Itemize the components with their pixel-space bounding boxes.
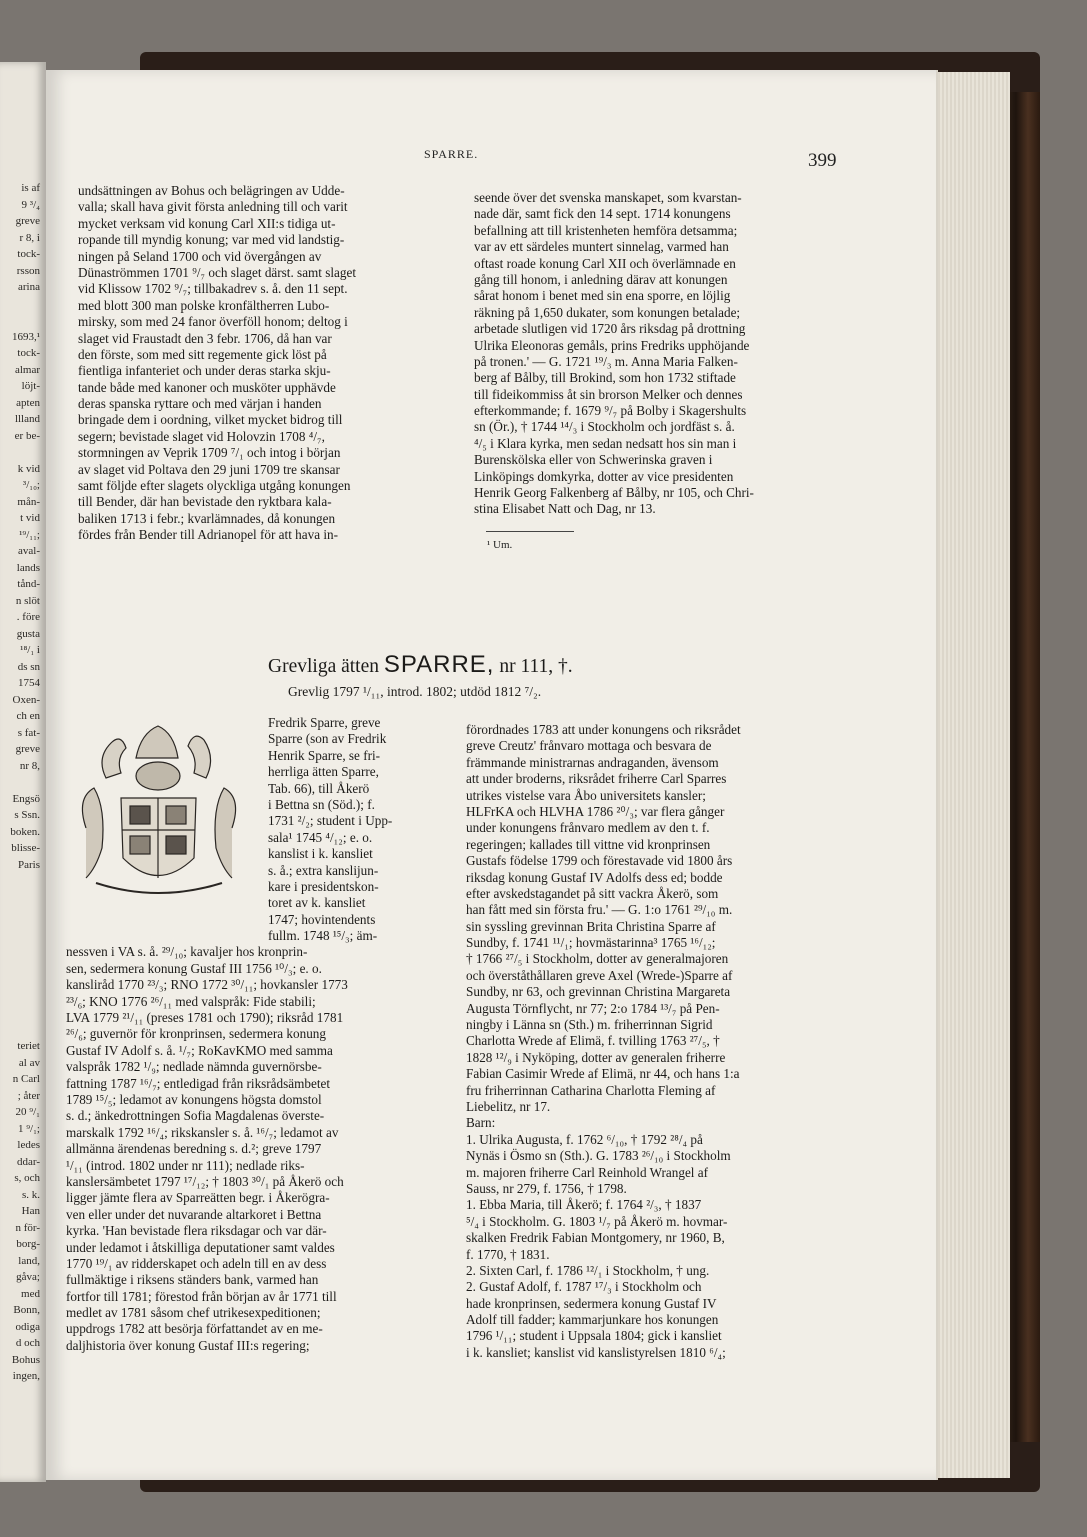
text-line: under ledamot i åtskilliga deputationer samt valdes — [66, 1239, 335, 1255]
text-line: med blott 300 man polske kronfältherren Lubo- — [78, 297, 330, 313]
text-line: kanslist i k. kansliet — [268, 846, 373, 862]
margin-fragment: d och — [15, 1337, 40, 1349]
text-line: Sauss, nr 279, f. 1756, † 1798. — [466, 1180, 627, 1196]
text-line: 2. Sixten Carl, f. 1786 ¹²/₁ i Stockholm, † ung. — [466, 1262, 710, 1278]
text-line: samt följde efter slagets olyckliga utgång konungen — [78, 478, 351, 494]
text-line: deras spanska ryttare och med värjan i handen — [78, 396, 322, 412]
margin-fragment: mån- — [17, 495, 40, 508]
margin-fragment — [0, 972, 46, 989]
text-line: fientliga infanteriet och under deras starka skju- — [78, 363, 331, 379]
text-line: efterkommande; f. 1679 ⁹/₇ på Bolby i Skagershults — [474, 403, 747, 419]
text-line: främmande ministrarnas andraganden, ävensom — [466, 754, 719, 770]
text-line: kanslersämbetet 1797 ¹⁷/₁₂; † 1803 ³⁰/₁ på Åkerö och — [66, 1173, 344, 1189]
text-column-4 — [466, 722, 828, 1361]
text-line: oftast roade konung Carl XII och överlämnade en — [474, 255, 736, 271]
text-line: räkning på 1,650 dukater, som konungen betalade; — [474, 304, 741, 320]
margin-fragment: greve — [15, 743, 40, 755]
text-line: baliken 1713 i febr.; kvarlämnades, då konungen — [78, 510, 336, 526]
margin-fragment: er be- — [14, 429, 40, 442]
footnote-rule — [486, 531, 574, 532]
text-line: segern; bevistade slaget vid Holovzin 1708 ⁴/₇, — [78, 428, 325, 444]
margin-fragment: gusta — [16, 627, 40, 640]
text-line: Henrik Georg Falkenberg af Bålby, nr 105, och Chri- — [474, 485, 754, 501]
margin-fragment — [0, 890, 46, 907]
section-subtitle: Grevlig 1797 ¹/₁₁, introd. 1802; utdöd 1812 ⁷/₂. — [288, 684, 542, 699]
margin-fragment — [0, 989, 46, 1006]
margin-fragment: 1 ⁹/₁; — [17, 1122, 40, 1135]
text-line: 1. Ebba Maria, till Åkerö; f. 1764 ²/₃, † 1837 — [466, 1197, 702, 1213]
text-line: skalken Fredrik Fabian Montgomery, nr 1960, B, — [466, 1230, 725, 1246]
margin-fragment: Oxen- — [12, 693, 40, 706]
margin-fragment: ; åter — [17, 1089, 40, 1102]
text-line: sårat honom i benet med sin ena sporre, en löjlig — [474, 288, 731, 304]
text-line: stormningen av Veprik 1709 ⁷/₁ och intog i början — [78, 445, 341, 461]
margin-fragment: k vid — [17, 462, 40, 475]
text-line: sin syssling grevinnan Brita Christina Sparre af — [466, 918, 716, 934]
margin-fragment: ledes — [17, 1139, 40, 1151]
margin-fragment: Han — [21, 1205, 40, 1217]
margin-fragment — [0, 774, 46, 791]
margin-fragment: s fat- — [17, 726, 40, 739]
margin-fragment: n Carl — [12, 1073, 40, 1085]
text-line: på tronen.' — G. 1721 ¹⁹/₃ m. Anna Maria Falken- — [474, 353, 738, 369]
text-line: s. å.; extra kanslijun- — [268, 862, 379, 878]
section-title — [268, 651, 573, 679]
margin-fragment: ¹⁸/₁ i — [20, 644, 40, 656]
margin-fragment: teriet — [17, 1040, 40, 1052]
margin-fragment: 9 ³/₄ — [21, 198, 40, 211]
margin-fragment: apten — [16, 396, 40, 409]
text-line: arbetade slutligen vid 1720 års riksdag på drottning — [474, 321, 746, 337]
text-line: 1828 ¹²/₉ i Nyköping, dotter av generalen friherre — [466, 1049, 726, 1065]
margin-fragment: n för- — [15, 1221, 40, 1234]
text-line: 1747; hovintendents — [268, 911, 376, 927]
margin-fragment — [0, 939, 46, 956]
text-line: kyrka. 'Han bevistade flera riksdagar och var där- — [66, 1223, 327, 1239]
margin-fragment: . före — [16, 611, 40, 623]
margin-fragment: arina — [18, 281, 40, 293]
text-line: den förste, som med sitt regemente gick löst på — [78, 346, 327, 362]
margin-fragment — [0, 312, 46, 329]
text-line: Tab. 66), till Åkerö — [268, 780, 370, 796]
text-line: att under broderns, riksrådet friherre Carl Sparres — [466, 771, 727, 787]
margin-fragment: gåva; — [16, 1271, 40, 1283]
text-line: till Bender, där han bevistade den ryktbara kala- — [78, 494, 332, 510]
text-line: i k. kansliet; kanslist vid kanslistyrelsen 1810 ⁶/₄; — [466, 1344, 726, 1360]
text-line: Ulrika Eleonoras gemåls, prins Fredriks upphöjande — [474, 337, 750, 353]
text-line: stina Elisabet Natt och Dag, nr 13. — [474, 501, 656, 517]
text-line: Linköpings domkyrka, dotter av vice presidenten — [474, 468, 734, 484]
text-line: s. d.; änkedrottningen Sofia Magdalenas överste- — [66, 1108, 325, 1124]
margin-fragment: aval- — [18, 545, 40, 557]
text-line: herrliga ätten Sparre, — [268, 764, 379, 780]
text-column-3 — [66, 715, 444, 1354]
margin-fragment: ¹⁹/₁₁; — [19, 528, 40, 541]
text-line: Gustafs födelse 1799 och förestavade vid 1800 års — [466, 853, 733, 869]
text-column-2 — [474, 190, 846, 518]
text-line: undsättningen av Bohus och belägringen av Udde- — [78, 183, 345, 198]
text-line: bringade dem i oordning, vilket mycket bidrog till — [78, 412, 343, 428]
text-line: förordnades 1783 att under konungens och riksrådet — [466, 722, 741, 737]
text-line: 1770 ¹⁹/₁ av ridderskapet och adeln till en av dess — [66, 1255, 327, 1271]
page-number: 399 — [808, 150, 837, 171]
text-line: kansliråd 1770 ²³/₃; RNO 1772 ³⁰/₁₁; hovkansler 1773 — [66, 977, 348, 993]
margin-fragment: t vid — [20, 512, 40, 524]
text-line: Liebelitz, nr 17. — [466, 1098, 551, 1114]
text-line: Dünaströmmen 1701 ⁹/₇ och slaget därst. samt slaget — [78, 264, 357, 280]
text-line: Augusta Törnflycht, nr 77; 2:o 1784 ¹³/₇ på Pen- — [466, 1000, 720, 1016]
text-line: fördes från Bender till Adrianopel för att hava in- — [78, 527, 338, 543]
text-line: var av ett särdeles muntert sinnelag, varmed han — [474, 239, 729, 255]
margin-fragment: löjt- — [21, 380, 40, 392]
page-edges — [936, 72, 1010, 1478]
left-margin-fragments — [0, 62, 46, 1385]
text-line: Sundby, f. 1741 ¹¹/₁; hovmästarinna³ 1765 ¹⁶/₁₂; — [466, 935, 716, 951]
margin-fragment: tock- — [17, 248, 40, 260]
margin-fragment: llland — [14, 413, 40, 425]
text-line: Adolf till fadder; kammarjunkare hos konungen — [466, 1312, 719, 1328]
text-line: och överståthållaren greve Axel (Wrede-)Sparre af — [466, 967, 733, 983]
margin-fragment: borg- — [16, 1238, 40, 1250]
margin-fragment: tock- — [17, 347, 40, 359]
text-line: gång till honom, i anledning därav att konungen — [474, 271, 728, 287]
text-line: befallning att till kristenheten hemföra detsamma; — [474, 222, 738, 238]
margin-fragment: ch en — [16, 710, 40, 722]
text-line: 1796 ¹/₁₁; student i Uppsala 1804; gick i kansliet — [466, 1328, 722, 1344]
text-line: kare i presidentskon- — [268, 878, 379, 894]
margin-fragment: n slöt — [15, 594, 40, 607]
margin-fragment: greve — [15, 215, 40, 227]
margin-fragment: 20 ⁹/₁ — [15, 1106, 40, 1118]
section-title-name: SPARRE, — [383, 651, 495, 678]
margin-fragment: s, och — [14, 1172, 40, 1184]
margin-fragment: almar — [14, 363, 40, 376]
text-line: seende över det svenska manskapet, som kvarstan- — [474, 190, 742, 205]
text-line: fru friherrinnan Catharina Charlotta Fleming af — [466, 1082, 716, 1098]
running-head: SPARRE. — [424, 147, 479, 161]
margin-fragment: ingen, — [12, 1370, 40, 1382]
text-line: mycket verksam vid konung Carl XII:s tidiga ut- — [78, 215, 336, 231]
text-line: hade kronprinsen, sedermera konung Gustaf IV — [466, 1295, 717, 1311]
margin-fragment: tånd- — [17, 578, 40, 590]
margin-fragment: 1754 — [18, 677, 40, 689]
text-line: 2. Gustaf Adolf, f. 1787 ¹⁷/₃ i Stockholm och — [466, 1279, 702, 1295]
text-line: uppdrogs 1782 att besörja författandet av en me- — [66, 1321, 323, 1337]
margin-fragment: 1693,¹ — [11, 330, 40, 343]
text-line: fattning 1787 ¹⁶/₇; entledigad från riksrådsämbetet — [66, 1075, 331, 1091]
text-line: f. 1770, † 1831. — [466, 1246, 550, 1262]
margin-fragment: boken. — [10, 825, 40, 838]
text-line: efter avskedstagandet på sitt vackra Åkerö, som — [466, 885, 719, 901]
text-line: till fideikommiss åt sin brorson Melker och dennes — [474, 386, 743, 402]
margin-fragment: ³/₁₀; — [22, 479, 40, 491]
text-line: regeringen; kallades till vittne vid kronprinsen — [466, 836, 711, 852]
text-line: Sparre (son av Fredrik — [268, 731, 387, 747]
text-line: slaget vid Fraustadt den 3 febr. 1706, då han var — [78, 330, 332, 346]
text-line: † 1766 ²⁷/₅ i Stockholm, dotter av generalmajoren — [466, 951, 729, 967]
margin-fragment: ddar- — [17, 1155, 40, 1168]
margin-fragment: Bohus — [11, 1353, 40, 1366]
text-line: sn (Ör.), † 1744 ¹⁴/₃ i Stockholm och jordfäst s. å. — [474, 419, 735, 435]
margin-fragment — [0, 296, 46, 313]
text-line: Burenskölska eller von Schwerinska graven i — [474, 452, 713, 468]
text-line: ligger jämte flera av Sparreätten begr. i Åkerögra- — [66, 1190, 330, 1206]
text-line: 1. Ulrika Augusta, f. 1762 ⁶/₁₀, † 1792 ²⁸/₄ på — [466, 1131, 703, 1147]
text-line: berg af Bålby, till Brokind, som hon 1732 stiftade — [474, 370, 736, 386]
text-line: valla; skall hava givit första anledning till och varit — [78, 199, 348, 215]
margin-fragment: odiga — [15, 1320, 40, 1333]
text-line: Gustaf IV Adolf s. å. ¹/₇; RoKavKMO med samma — [66, 1042, 333, 1058]
text-column-1 — [78, 183, 446, 544]
text-line: Fabian Casimir Wrede af Elimä, nr 44, och hans 1:a — [466, 1066, 740, 1082]
margin-fragment: Engsö — [12, 792, 40, 805]
text-line: allmänna ärendenas beredning s. d.²; greve 1797 — [66, 1141, 322, 1157]
margin-fragment — [0, 956, 46, 973]
text-line: ven eller under det nuvarande altarkoret i Bettna — [66, 1206, 322, 1222]
margin-fragment: Paris — [18, 858, 40, 871]
margin-fragment: ds sn — [17, 660, 40, 673]
margin-fragment — [0, 444, 46, 461]
text-line: ¹/₁₁ (introd. 1802 under nr 111); nedlade riks- — [66, 1157, 305, 1173]
text-line: ⁴/₅ i Klara kyrka, men sedan nedsatt hos sin man i — [474, 435, 737, 451]
text-line: ²³/₆; KNO 1776 ²⁶/₁₁ med valspråk: Fide stabili; — [66, 993, 316, 1009]
text-line: toret av k. kansliet — [268, 895, 366, 911]
text-line: mirsky, som med 24 fanor överföll honom; deltog i — [78, 314, 348, 330]
text-line: Charlotta Wrede af Elimä, f. tvilling 1763 ²⁷/₅, † — [466, 1033, 720, 1049]
margin-fragment: blisse- — [11, 842, 40, 854]
text-line: greve Creutz' frånvaro mottaga och besvara de — [466, 738, 712, 754]
margin-fragment: lands — [16, 561, 40, 574]
text-line: ningby i Länna sn (Sth.) m. friherrinnan Sigrid — [466, 1017, 713, 1033]
text-line: nessven i VA s. å. ²⁹/₁₀; kavaljer hos kronprin- — [66, 944, 308, 960]
margin-fragment: al av — [18, 1056, 40, 1069]
text-line: ningen på Seland 1700 och vid övergången av — [78, 248, 322, 264]
footnote: ¹ Um. — [487, 539, 513, 551]
margin-fragment — [0, 1005, 46, 1022]
text-line: ²⁶/₆; guvernör för kronprinsen, sedermera konung — [66, 1026, 326, 1042]
text-line: Henrik Sparre, se fri- — [268, 747, 381, 763]
text-line: daljhistoria över konung Gustaf III:s regering; — [66, 1337, 310, 1353]
margin-fragment: nr 8, — [19, 759, 40, 772]
section-title-suffix: nr 111, †. — [499, 656, 573, 677]
margin-fragment: s. k. — [21, 1188, 40, 1201]
text-line: ropande till myndig konung; var med vid landstig- — [78, 232, 345, 248]
margin-fragment — [0, 923, 46, 940]
text-line: sen, sedermera konung Gustaf III 1756 ¹⁰/₃; e. o. — [66, 960, 322, 976]
text-line: i Bettna sn (Söd.); f. — [268, 796, 375, 812]
text-line: vid Klissow 1702 ⁹/₇; tillbakadrev s. å. den 11 sept. — [78, 281, 348, 297]
text-line: m. majoren friherre Carl Reinhold Wrangel af — [466, 1164, 709, 1180]
text-line: fullm. 1748 ¹⁵/₃; äm- — [268, 928, 378, 944]
text-line: ⁵/₄ i Stockholm. G. 1803 ¹/₇ på Åkerö m. hovmar- — [466, 1213, 728, 1229]
margin-fragment — [0, 873, 46, 890]
margin-fragment — [0, 1022, 46, 1039]
text-line: under konungens frånvaro medlem av den t. f. — [466, 820, 710, 836]
text-line: 1731 ²/₂; student i Upp- — [268, 813, 393, 829]
text-line: av slaget vid Poltava den 29 juni 1709 tre skansar — [78, 461, 340, 477]
text-line: han fått med sin första fru.' — G. 1:o 1761 ²⁹/₁₀ m. — [466, 902, 733, 918]
text-line: Nynäs i Ösmo sn (Sth.). G. 1783 ²⁶/₁₀ i Stockholm — [466, 1148, 731, 1164]
text-line: Sundby, nr 63, och grevinnan Christina Margareta — [466, 984, 731, 1000]
text-line: medlet av 1781 såsom chef utrikesexpeditionen; — [66, 1305, 321, 1321]
left-page-edge — [0, 62, 46, 1482]
text-line: utrikes vistelse vara Åbo universitets kansler; — [466, 787, 706, 803]
text-line: tande både med kanoner och musköter upphävde — [78, 379, 336, 395]
text-line: fullmäktige i riksens ständers bank, varmed han — [66, 1272, 319, 1288]
text-line: Fredrik Sparre, greve — [268, 715, 381, 730]
text-line: sala¹ 1745 ⁴/₁₂; e. o. — [268, 829, 373, 845]
text-line: riksdag konung Gustaf IV Adolfs dess ed; bodde — [466, 869, 723, 885]
margin-fragment: r 8, i — [19, 231, 40, 244]
margin-fragment: rsson — [16, 264, 40, 277]
text-line: fortfor till 1781; förestod från början av år 1771 till — [66, 1288, 337, 1304]
text-line: valspråk 1782 ¹/₉; nedlade nämnda guvernörsbe- — [66, 1059, 322, 1075]
margin-fragment — [0, 906, 46, 923]
text-line: HLFrKA och HLVHA 1786 ²⁰/₃; var flera gånger — [466, 803, 725, 819]
margin-fragment: is af — [21, 182, 40, 194]
margin-fragment: Bonn, — [13, 1304, 40, 1316]
margin-fragment: land, — [18, 1254, 40, 1267]
margin-fragment: med — [21, 1287, 40, 1300]
section-title-prefix: Grevliga ätten — [268, 656, 379, 677]
text-line: Barn: — [466, 1115, 496, 1131]
margin-fragment: s Ssn. — [14, 809, 40, 821]
text-line: marskalk 1792 ¹⁶/₄; rikskansler s. å. ¹⁶/₇; ledamot av — [66, 1124, 339, 1140]
text-line: 1789 ¹⁵/₅; ledamot av konungens högsta domstol — [66, 1091, 322, 1107]
text-line: nade där, samt fick den 14 sept. 1714 konungens — [474, 206, 731, 222]
text-line: LVA 1779 ²¹/₁₁ (preses 1781 och 1790); riksråd 1781 — [66, 1010, 344, 1026]
